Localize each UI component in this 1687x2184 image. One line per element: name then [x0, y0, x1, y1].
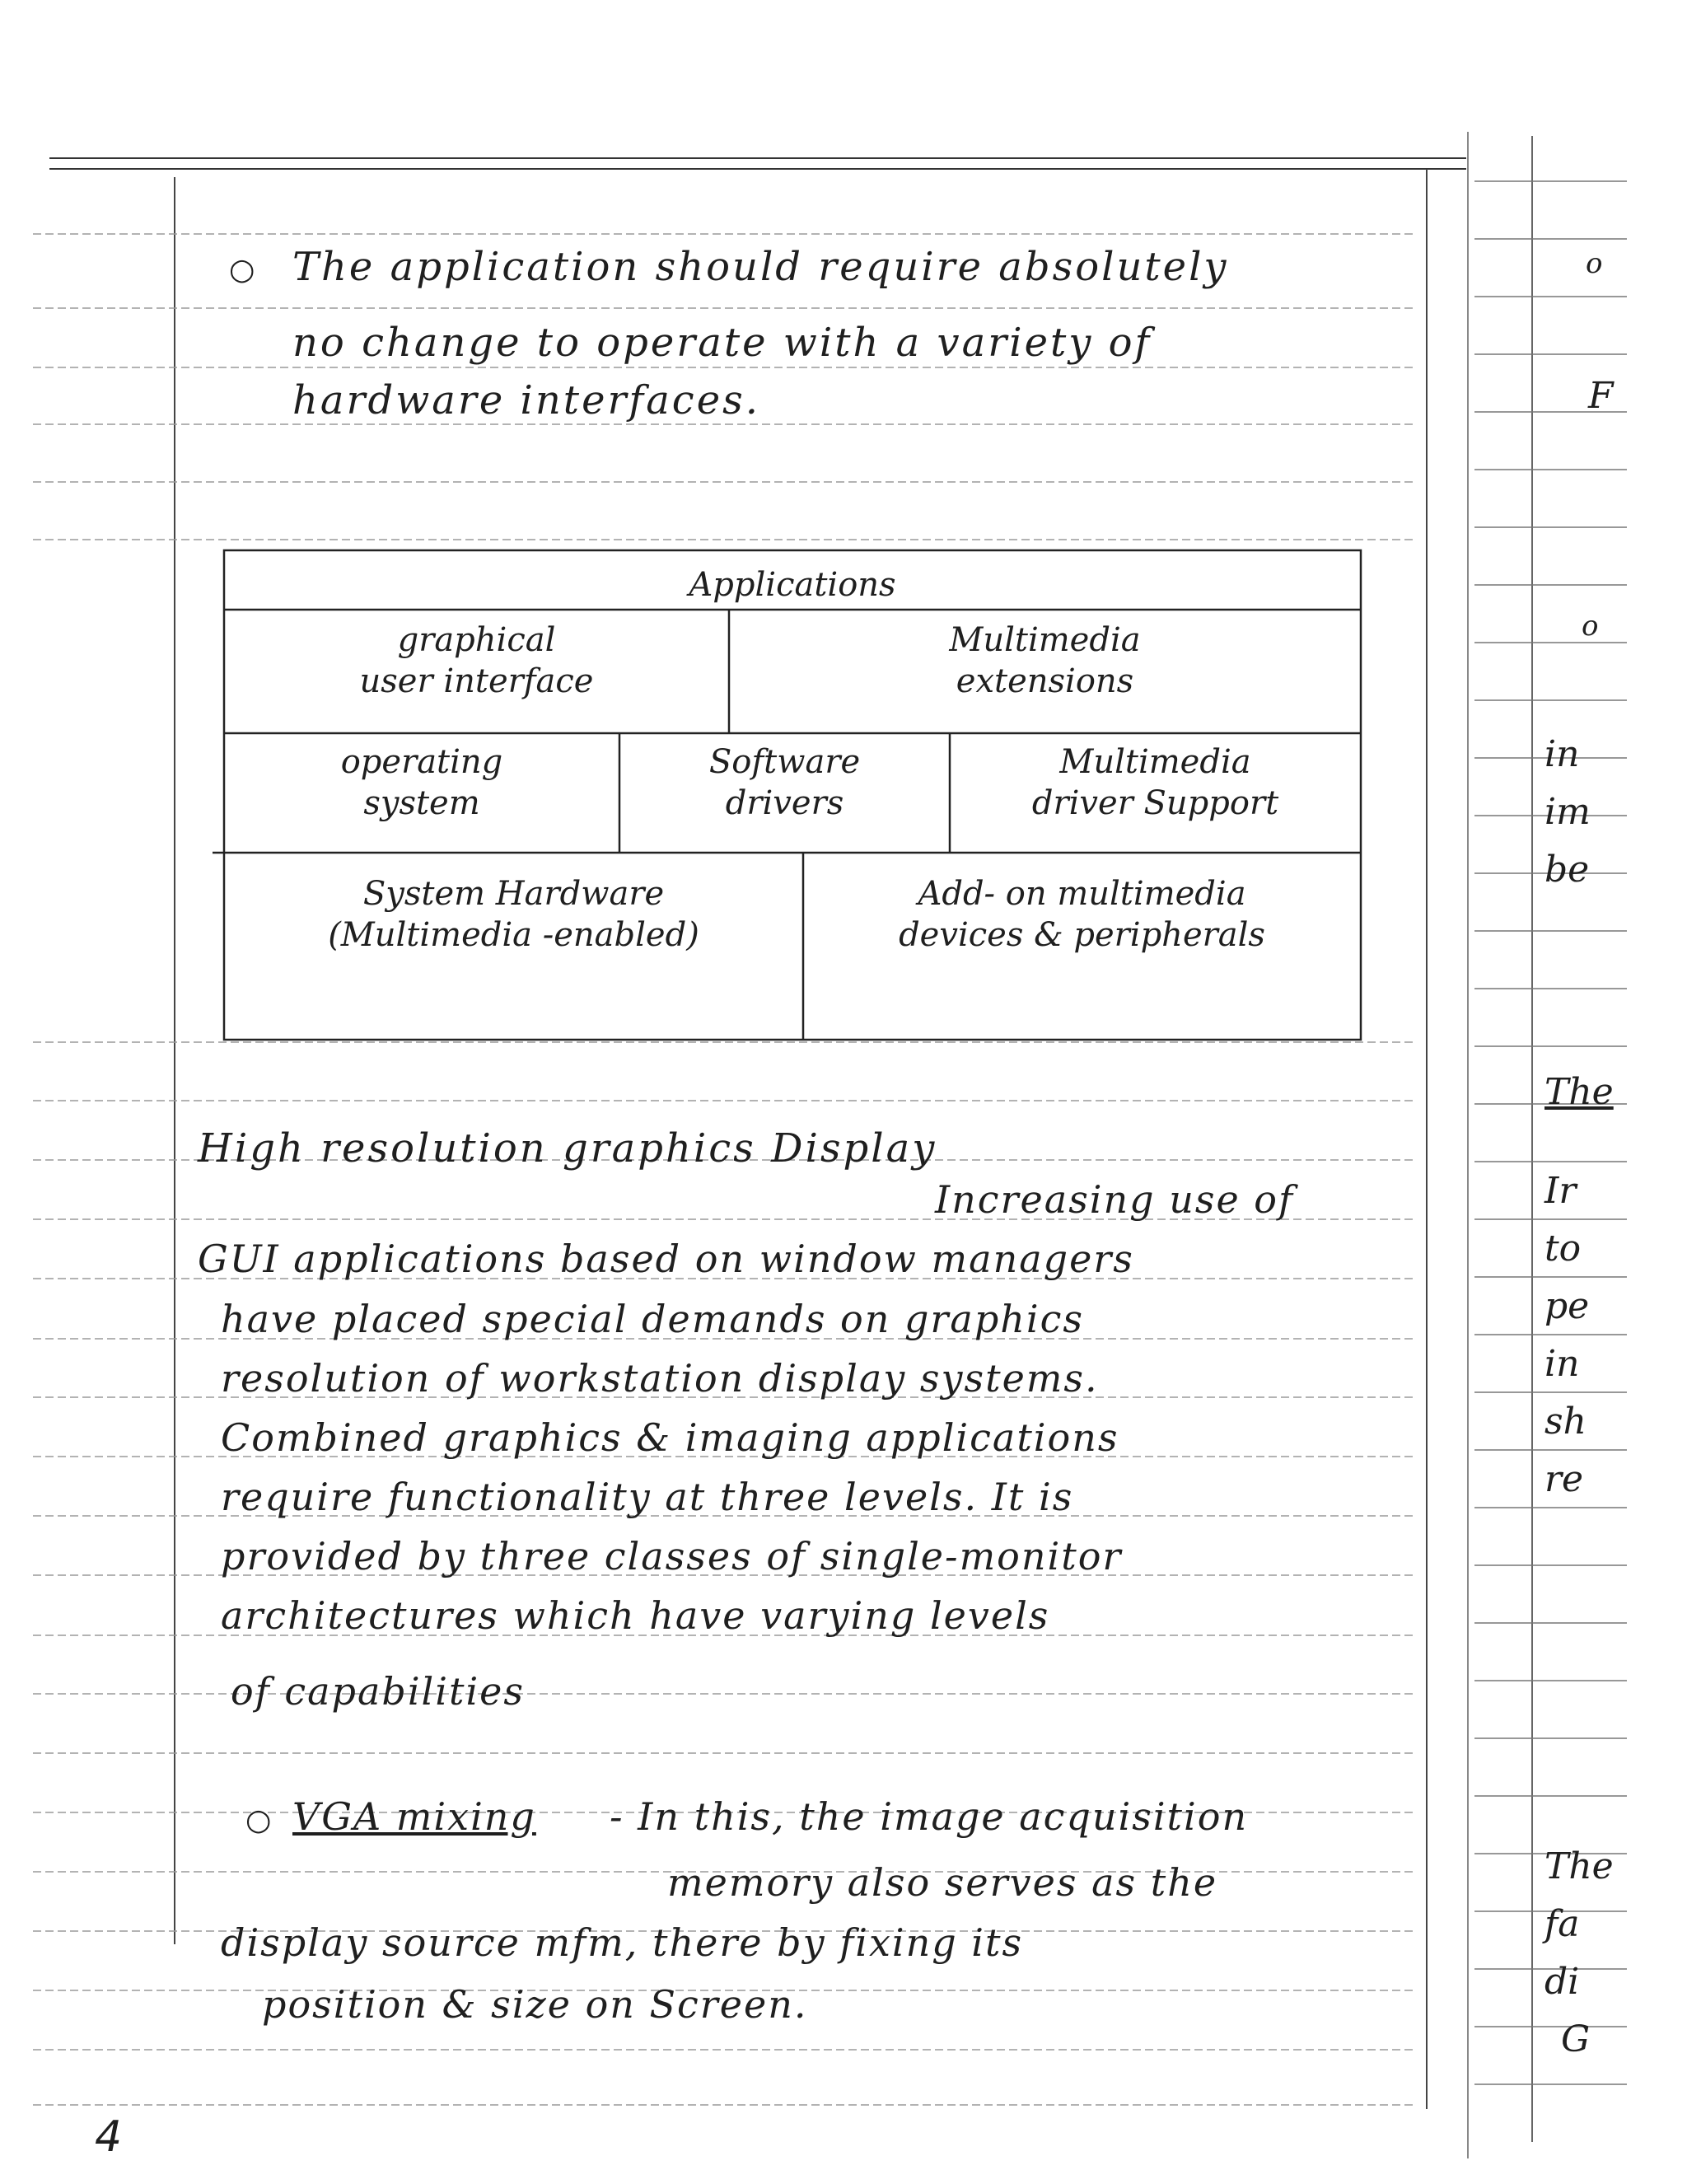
vga-line-4: position & size on Screen.: [262, 1982, 808, 2027]
diagram-operating-system: [224, 741, 619, 824]
diagram-os-line-1: operating: [340, 743, 503, 781]
right-fragment-4: in: [1544, 733, 1580, 775]
diagram-multimedia-extensions: [729, 620, 1361, 702]
right-fragment-14: The: [1544, 1845, 1614, 1887]
section-line-5: Combined graphics & imaging applications: [221, 1415, 1119, 1460]
diagram-software-drivers: [619, 741, 950, 824]
diagram-applications: Applications: [689, 566, 896, 604]
diagram-mds-line-2: driver Support: [1031, 784, 1279, 822]
right-fragment-5: im: [1544, 791, 1591, 833]
vga-bullet: ○: [245, 1803, 272, 1837]
diagram-addon-line-2: devices & peripherals: [899, 916, 1265, 954]
vga-line-3: display source mfm, there by fixing its: [221, 1920, 1024, 1965]
right-fragment-10: pe: [1544, 1285, 1590, 1327]
section-line-8: architectures which have varying levels: [221, 1593, 1050, 1638]
intro-line-1: The application should require absolutely: [292, 244, 1229, 290]
section-line-6: require functionality at three levels. It is: [221, 1475, 1074, 1519]
diagram-addon-line-1: Add- on multimedia: [918, 875, 1246, 913]
diagram-mds-line-1: Multimedia: [1059, 743, 1251, 781]
right-fragment-8: Ir: [1544, 1170, 1577, 1212]
diagram-gui-line-2: user interface: [359, 662, 594, 700]
intro-line-3: hardware interfaces.: [292, 377, 760, 423]
diagram-gui-line-1: graphical: [397, 621, 556, 659]
diagram-sh-line-2: (Multimedia -enabled): [328, 916, 699, 954]
section-line-2: GUI applications based on window managers: [198, 1237, 1134, 1281]
right-fragment-9: to: [1544, 1228, 1582, 1270]
intro-line-2: no change to operate with a variety of: [292, 320, 1152, 366]
right-fragment-13: re: [1544, 1458, 1584, 1500]
vga-term: VGA mixing: [292, 1794, 536, 1839]
vga-line-1: - In this, the image acquisition: [610, 1794, 1249, 1839]
right-fragment-7: The: [1544, 1071, 1614, 1113]
intro-bullet: ○: [229, 253, 255, 287]
section-heading: High resolution graphics Display: [198, 1125, 937, 1172]
section-line-4: resolution of workstation display systems.: [221, 1356, 1099, 1401]
page-number: 4: [95, 2112, 123, 2162]
section-line-1: Increasing use of: [935, 1177, 1295, 1222]
diagram-multimedia-driver-support: [950, 741, 1361, 824]
diagram-sd-line-2: drivers: [725, 784, 844, 822]
diagram-mm-ext-line-1: Multimedia: [949, 621, 1141, 659]
right-fragment-15: fa: [1544, 1903, 1580, 1945]
diagram-sh-line-1: System Hardware: [362, 875, 665, 913]
right-fragment-1: o: [1586, 247, 1603, 280]
section-line-9: of capabilities: [231, 1669, 526, 1714]
diagram-sd-line-1: Software: [708, 743, 861, 781]
diagram-mm-ext-line-2: extensions: [956, 662, 1134, 700]
right-fragment-2: F: [1588, 375, 1614, 417]
diagram-addon-devices: [803, 873, 1361, 956]
diagram-os-line-2: system: [363, 784, 480, 822]
right-fragment-6: be: [1544, 849, 1590, 891]
right-fragment-17: G: [1561, 2018, 1591, 2060]
section-line-3: have placed special demands on graphics: [221, 1297, 1084, 1341]
right-fragment-12: sh: [1544, 1401, 1587, 1443]
right-fragment-3: o: [1582, 610, 1599, 643]
section-line-7: provided by three classes of single-monitor: [221, 1534, 1123, 1578]
vga-line-2: memory also serves as the: [667, 1860, 1218, 1905]
diagram-gui: [224, 620, 729, 702]
right-fragment-16: di: [1544, 1961, 1580, 2003]
right-fragment-11: in: [1544, 1343, 1580, 1385]
diagram-system-hardware: [224, 873, 803, 956]
